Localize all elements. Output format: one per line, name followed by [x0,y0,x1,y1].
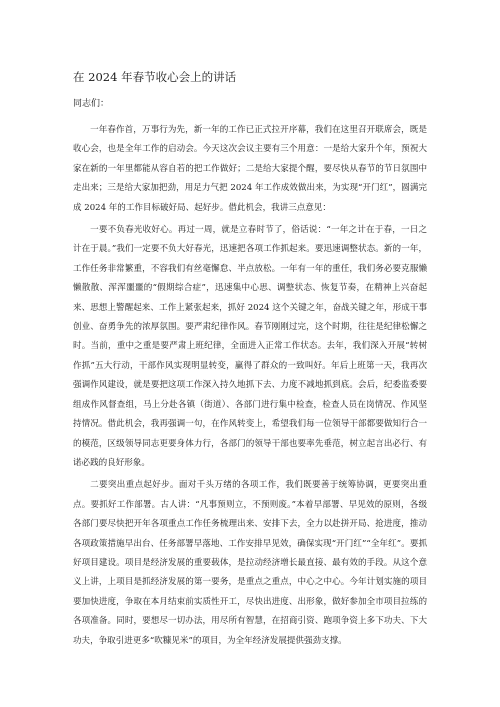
paragraph-point-two: 二要突出重点起好步。面对千头万绪的各项工作，我们既要善于统筹协调，更要突出重点。要抓好工作部署。古人讲：“凡事预则立，不预则废。”本着早部署、早见效的原则，各级各部门要尽快把开年各项重点工作任务梳理出来、安排下去，全力以赴拼开局、抢进度，推动各项政策措施早出台、任务部署早落地、工作安排早见效，确保实现“开门红”“全年红”。要抓好项目建设。项目是经济发展的重要载体，是拉动经济增长最直接、最有效的手段。从这个意义上讲，上项目是抓经济发展的第一要务，是重点之重点，中心之中心。今年计划实施的项目要加快进度，争取在本月结束前实质性开工，尽快出进度、出形象，做好参加全市项目拉练的各项准备。同时，要想尽一切办法，用尽所有智慧，在招商引资、跑项争资上多下功夫、下大功夫，争取引进更多“吹糠见米”的项目，为全年经济发展提供强劲支撑。 [73,480,427,646]
document-body [73,121,427,654]
document-title: 在 2024 年春节收心会上的讲话 [73,70,237,84]
salutation: 同志们： [73,99,110,109]
paragraph-point-one: 一要不负春光收好心。再过一周，就是立春时节了，俗话说：“一年之计在于春，一日之计在于晨。”我们一定要不负大好春光，迅速把各项工作抓起来。要迅速调整状态。新的一年，工作任务非常繁重，不容我们有丝毫懈怠、半点放松。一年有一年的重任，我们务必要克服懒懒散散、浑浑噩噩的“假期综合症”，迅速集中心思、调整状态、恢复节奏，在精神上兴奋起来、思想上警醒起来、工作上紧张起来，抓好 2024 这个关键之年，奋战关键之年，形成干事创业、奋勇争先的浓厚氛围。要严肃纪律作风。春节刚刚过完，这个时期，往往是纪律松懈之时。当前，重中之重是要严肃上班纪律，全面进入正常工作状态。去年，我们深入开展“转树作抓”五大行动，干部作风实现明显转变，赢得了群众的一致叫好。年后上班第一天，我再次强调作风建设，就是要把这项工作深入持久地抓下去、力度不减地抓到底。会后，纪委监委要组成作风督查组，马上分赴各镇（街道）、各部门进行集中检查，检查人员在岗情况、作风坚持情况。借此机会，我再强调一句，在作风转变上，希望我们每一位领导干部都要做知行合一的模范，区级领导同志更要身体力行，各部门的领导干部也要率先垂范，树立起言出必行、有诺必践的良好形象。 [73,225,427,468]
paragraph-intro: 一年春作首，万事行为先，新一年的工作已正式拉开序幕，我们在这里召开联席会，既是收心会，也是全年工作的启动会。今天这次会议主要有三个用意：一是给大家升个年，预祝大家在新的一年里都能从容自若的把工作做好；二是给大家提个醒，要尽快从春节的节日氛围中走出来；三是给大家加把劲，用足力气把 2024 年工作成效做出来，为实现“开门红”，圆满完成 2024 年的工作目标破好局、起好步。借此机会，我讲三点意见： [73,125,427,213]
